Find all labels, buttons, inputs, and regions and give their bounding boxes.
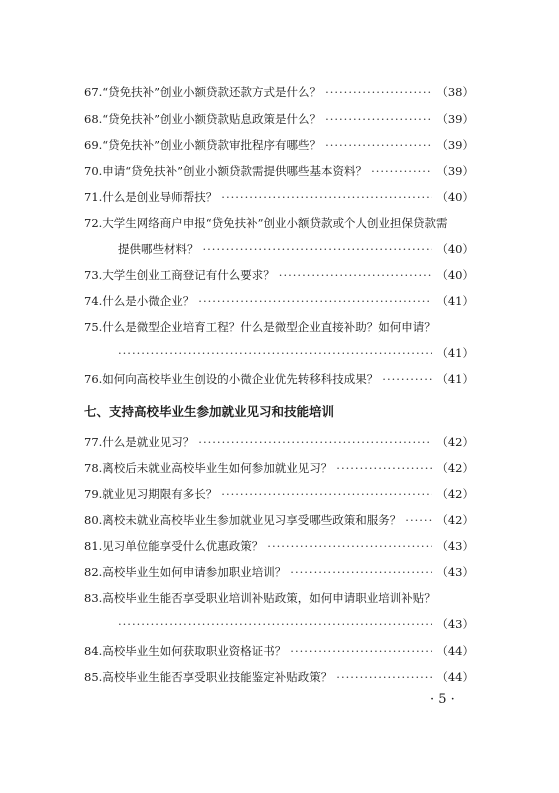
entry-number: 73. [84, 268, 103, 282]
leader-dots [382, 371, 432, 387]
entry-title: 见习单位能享受什么优惠政策？ [102, 539, 264, 553]
leader-dots [336, 460, 432, 476]
leader-dots [290, 643, 432, 659]
entry-page: （40） [436, 190, 474, 204]
entry-title-continuation: 提供哪些材料？ [118, 242, 199, 256]
toc-entry-72-continuation [118, 241, 474, 257]
toc-entry-77 [84, 434, 474, 450]
entry-number: 83. [84, 591, 103, 605]
entry-number: 70. [84, 164, 103, 178]
entry-title: “贷免扶补”创业小额贷款审批程序有哪些？ [102, 138, 322, 152]
entry-page: （44） [436, 670, 474, 684]
leader-dots [279, 267, 433, 283]
toc-entry-80 [84, 512, 474, 528]
toc-entry-75 [84, 319, 474, 335]
entry-number: 69. [84, 138, 103, 152]
leader-dots [405, 512, 432, 528]
entry-page: （43） [436, 539, 474, 553]
entry-title: 什么是小微企业？ [102, 294, 195, 308]
entry-page: （39） [436, 164, 474, 178]
leader-dots [221, 486, 432, 502]
entry-number: 81. [84, 539, 103, 553]
entry-title: “贷免扶补”创业小额贷款还款方式是什么？ [102, 85, 322, 99]
leader-dots [198, 434, 432, 450]
entry-page: （41） [436, 372, 474, 386]
entry-number: 82. [84, 565, 103, 579]
entry-title: 高校毕业生能否享受职业培训补贴政策，如何申请职业培训补贴？ [102, 591, 436, 605]
toc-entry-72 [84, 215, 474, 231]
entry-page: （40） [436, 242, 474, 256]
entry-title: 大学生网络商户申报“贷免扶补”创业小额贷款或个人创业担保贷款需 [102, 216, 448, 230]
toc-entry-68 [84, 111, 474, 127]
toc-entry-76 [84, 371, 474, 387]
entry-number: 85. [84, 670, 103, 684]
entry-title: 高校毕业生如何申请参加职业培训？ [102, 565, 287, 579]
entry-page: （39） [436, 112, 474, 126]
entry-number: 67. [84, 85, 103, 99]
entry-page: （42） [436, 513, 474, 527]
entry-number: 74. [84, 294, 103, 308]
leader-dots [267, 538, 432, 554]
entry-number: 78. [84, 461, 103, 475]
page-number: · 5 · [430, 692, 455, 707]
toc-entry-79 [84, 486, 474, 502]
toc-entry-82 [84, 564, 474, 580]
entry-page: （42） [436, 435, 474, 449]
entry-title: 什么是创业导师帮扶？ [102, 190, 218, 204]
leader-dots [325, 84, 432, 100]
section-heading: 七、支持高校毕业生参加就业见习和技能培训 [84, 404, 335, 419]
entry-page: （43） [436, 565, 474, 579]
entry-number: 80. [84, 513, 103, 527]
toc-entry-74 [84, 293, 474, 309]
toc-entry-81 [84, 538, 474, 554]
toc-entry-69 [84, 137, 474, 153]
toc-entry-78 [84, 460, 474, 476]
entry-title: 申请“贷免扶补”创业小额贷款需提供哪些基本资料？ [102, 164, 368, 178]
toc-entry-67 [84, 84, 474, 100]
leader-dots [198, 293, 432, 309]
entry-page: （38） [436, 85, 474, 99]
entry-number: 84. [84, 644, 103, 658]
entry-page: （43） [436, 617, 474, 631]
entry-title: 离校后未就业高校毕业生如何参加就业见习？ [102, 461, 333, 475]
entry-title: 大学生创业工商登记有什么要求？ [102, 268, 275, 282]
entry-number: 79. [84, 487, 103, 501]
leader-dots [118, 345, 432, 361]
leader-dots [203, 241, 433, 257]
entry-page: （42） [436, 487, 474, 501]
entry-title: 什么是就业见习？ [102, 435, 195, 449]
entry-number: 68. [84, 112, 103, 126]
entry-number: 75. [84, 320, 103, 334]
entry-title: 离校未就业高校毕业生参加就业见习享受哪些政策和服务？ [102, 513, 402, 527]
leader-dots [336, 669, 432, 685]
entry-number: 76. [84, 372, 103, 386]
entry-page: （42） [436, 461, 474, 475]
entry-number: 77. [84, 435, 103, 449]
entry-title: 什么是微型企业培育工程？什么是微型企业直接补助？如何申请？ [102, 320, 436, 334]
entry-title: 高校毕业生如何获取职业资格证书？ [102, 644, 287, 658]
entry-title: 就业见习期限有多长？ [102, 487, 218, 501]
entry-title: “贷免扶补”创业小额贷款贴息政策是什么？ [102, 112, 322, 126]
entry-title: 高校毕业生能否享受职业技能鉴定补贴政策？ [102, 670, 333, 684]
entry-number: 72. [84, 216, 103, 230]
entry-page: （39） [436, 138, 474, 152]
toc-entry-83 [84, 590, 474, 606]
toc-entry-75-continuation [118, 345, 474, 361]
toc-entry-85 [84, 669, 474, 685]
entry-number: 71. [84, 190, 103, 204]
entry-title: 如何向高校毕业生创设的小微企业优先转移科技成果？ [102, 372, 379, 386]
toc-entry-70 [84, 163, 474, 179]
toc-entry-73 [84, 267, 474, 283]
leader-dots [325, 137, 432, 153]
leader-dots [221, 189, 432, 205]
leader-dots [371, 163, 432, 179]
entry-page: （41） [436, 294, 474, 308]
leader-dots [325, 111, 432, 127]
entry-page: （44） [436, 644, 474, 658]
toc-entry-71 [84, 189, 474, 205]
leader-dots [290, 564, 432, 580]
entry-page: （41） [436, 346, 474, 360]
toc-entry-83-continuation [118, 616, 474, 632]
entry-page: （40） [436, 268, 474, 282]
toc-entry-84 [84, 643, 474, 659]
leader-dots [118, 616, 432, 632]
